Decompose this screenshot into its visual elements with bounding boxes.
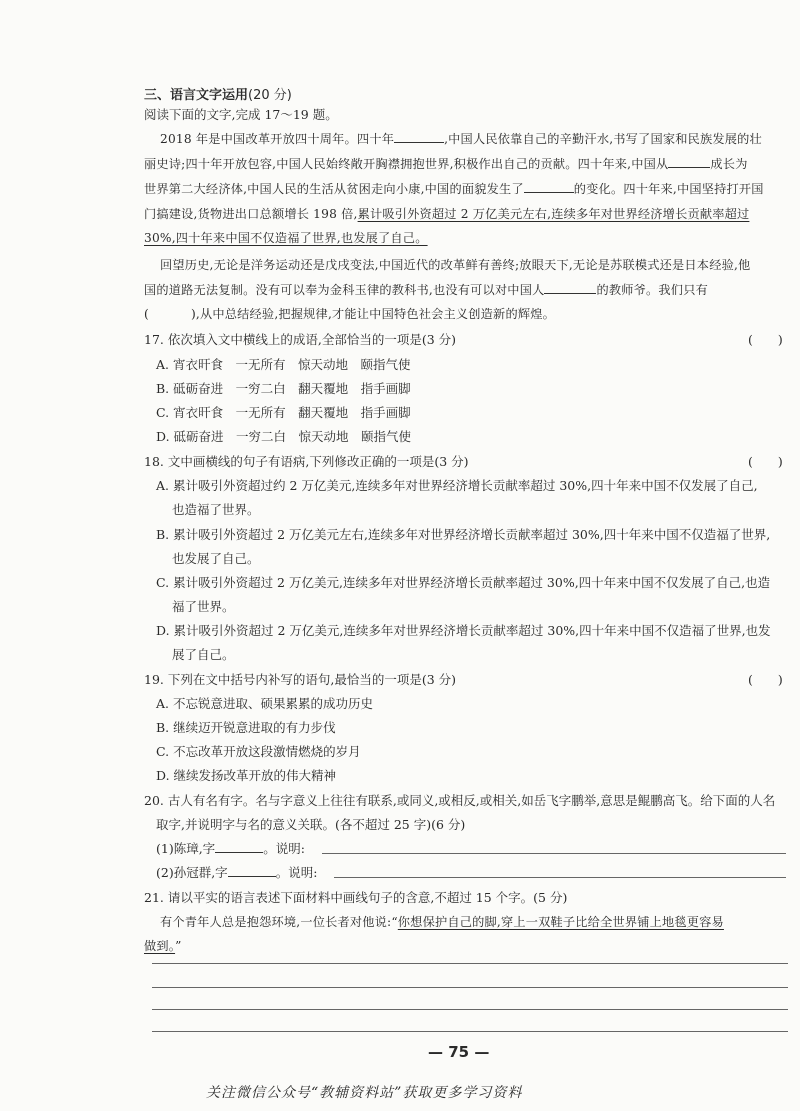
q20-1-courtesy-name-field[interactable] [215,840,263,853]
q18-option-a-line1: A. 累计吸引外资超过约 2 万亿美元,连续多年对世界经济增长贡献率超过 30%,四十年来中国不仅发展了自己, [156,478,758,493]
passage-line-3: 世界第二大经济体,中国人民的生活从贫困走向小康,中国的面貌发生了 的变化。四十年来,中国坚持打开国 [144,182,764,196]
q21-material-line2: 做到。” [144,939,182,953]
q20-item-1: (1)陈璋,字 。说明: [156,841,305,856]
q21-answer-line-2[interactable] [152,987,788,988]
section-title: 三、语言文字运用 [144,88,249,103]
q18-option-a-line2: 也造福了世界。 [172,502,260,517]
q18-option-b-line1: B. 累计吸引外资超过 2 万亿美元左右,连续多年对世界经济增长贡献率超过 30%,四十年来中国不仅造福了世界, [156,527,771,542]
underlined-sentence-part2: 30%,四十年来中国不仅造福了世界,也发展了自己。 [144,231,428,245]
passage-line-7: 国的道路无法复制。没有可以奉为金科玉律的教科书,也没有可以对中国人 的教师爷。我们只有 [144,283,708,297]
q21-stem: 21. 请以平实的语言表述下面材料中画线句子的含意,不超过 15 个字。(5 分) [144,890,568,905]
passage-line-8: ( ),从中总结经验,把握规律,才能让中国特色社会主义创造新的辉煌。 [144,307,555,321]
q18-option-d-line1: D. 累计吸引外资超过 2 万亿美元,连续多年对世界经济增长贡献率超过 30%,四十年来中国不仅造福了世界,也发 [156,623,771,638]
q19-option-b: B. 继续迈开锐意进取的有力步伐 [156,720,336,735]
q18-stem: 18. 文中画横线的句子有语病,下列修改正确的一项是(3 分) [144,454,469,469]
blank-1 [394,130,444,143]
q17-option-b: B. 砥砺奋进 一穷二白 翻天覆地 指手画脚 [156,381,411,396]
footer-note: 关注微信公众号“教辅资料站”获取更多学习资料 [206,1085,523,1101]
blank-2 [668,155,710,168]
passage-line-4: 门搞建设,货物进出口总额增长 198 倍,累计吸引外资超过 2 万亿美元左右,连续多年对世界经济增长贡献率超过 [144,207,750,221]
blank-4 [544,281,596,294]
q20-stem-line2: 取字,并说明字与名的意义关联。(各不超过 25 字)(6 分) [156,817,466,832]
q17-option-a: A. 宵衣旰食 一无所有 惊天动地 颐指气使 [156,357,411,372]
passage-line-6: 回望历史,无论是洋务运动还是戊戌变法,中国近代的改革鲜有善终;放眼天下,无论是苏联模式还是日本经验,他 [160,258,751,272]
passage-line-1: 2018 年是中国改革开放四十周年。四十年 ,中国人民依靠自己的辛勤汗水,书写了国家和民族发展的壮 [160,132,762,146]
q20-2-explanation-line[interactable] [334,877,786,878]
page-number: — 75 — [428,1043,490,1061]
q21-answer-line-4[interactable] [152,1031,788,1032]
section-score: (20 分) [248,88,292,103]
blank-3 [524,180,574,193]
q18-option-b-line2: 也发展了自己。 [172,551,260,566]
q20-1-explanation-line[interactable] [322,853,786,854]
reading-instruction: 阅读下面的文字,完成 17～19 题。 [144,107,338,122]
section-heading [144,84,292,103]
q21-answer-line-1[interactable] [152,963,788,964]
q21-answer-line-3[interactable] [152,1009,788,1010]
q19-option-c: C. 不忘改革开放这段激情燃烧的岁月 [156,744,361,759]
q21-underlined-part1: 你想保护自己的脚,穿上一双鞋子比给全世界铺上地毯更容易 [397,915,724,929]
q18-option-c-line1: C. 累计吸引外资超过 2 万亿美元,连续多年对世界经济增长贡献率超过 30%,四十年来中国不仅发展了自己,也造 [156,575,771,590]
q19-stem: 19. 下列在文中括号内补写的语句,最恰当的一项是(3 分) [144,672,457,687]
q17-answer-paren[interactable]: ( ) [748,332,783,347]
q17-option-d: D. 砥砺奋进 一穷二白 惊天动地 颐指气使 [156,429,412,444]
passage-line-5 [144,229,428,247]
underlined-sentence-part1: 累计吸引外资超过 2 万亿美元左右,连续多年对世界经济增长贡献率超过 [357,207,750,221]
q20-2-courtesy-name-field[interactable] [228,864,276,877]
q18-option-d-line2: 展了自己。 [172,647,235,662]
q18-answer-paren[interactable]: ( ) [748,454,783,469]
q19-option-d: D. 继续发扬改革开放的伟大精神 [156,768,337,783]
q21-underlined-part2: 做到。 [144,939,176,953]
q20-stem-line1: 20. 古人有名有字。名与字意义上往往有联系,或同义,或相反,或相关,如岳飞字鹏举,意思是鲲鹏高飞。给下面的人名 [144,793,776,808]
q18-option-c-line2: 福了世界。 [172,599,235,614]
q20-item-2: (2)孙冠群,字 。说明: [156,865,318,880]
q17-stem: 17. 依次填入文中横线上的成语,全部恰当的一项是(3 分) [144,332,457,347]
q21-material-line1: 有个青年人总是抱怨环境,一位长者对他说:“你想保护自己的脚,穿上一双鞋子比给全世界铺上地毯更容易 [160,915,724,929]
passage-line-2: 丽史诗;四十年开放包容,中国人民始终敞开胸襟拥抱世界,积极作出自己的贡献。四十年来,中国从 成长为 [144,157,748,171]
q19-answer-paren[interactable]: ( ) [748,672,783,687]
q17-option-c: C. 宵衣旰食 一无所有 翻天覆地 指手画脚 [156,405,411,420]
q19-option-a: A. 不忘锐意进取、硕果累累的成功历史 [156,696,373,711]
